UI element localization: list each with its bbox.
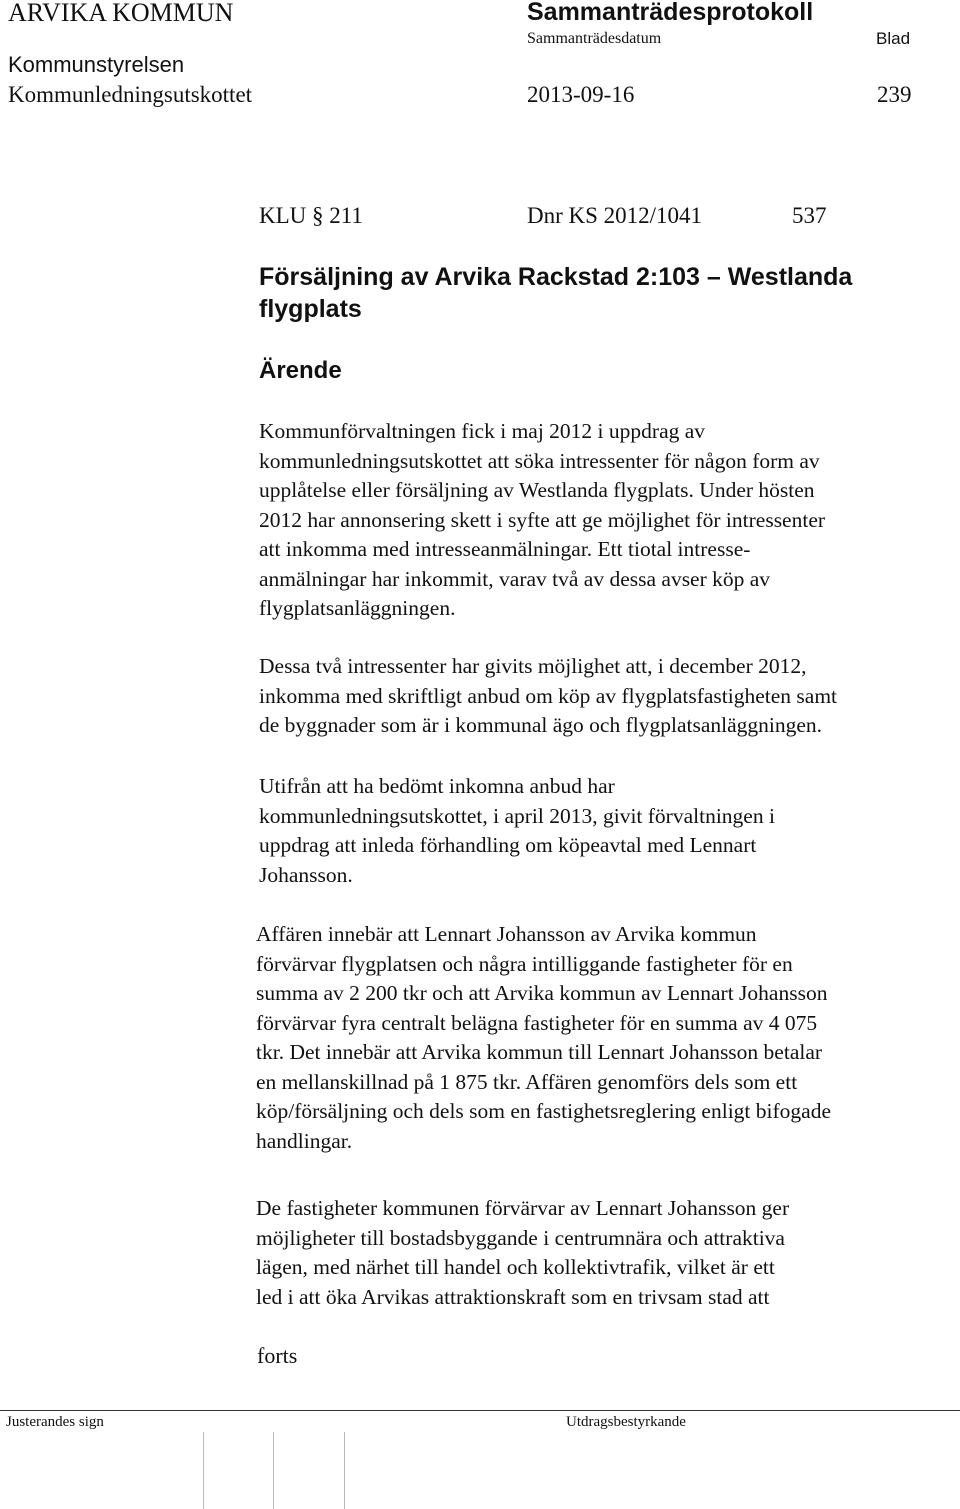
signature-box-divider — [344, 1432, 345, 1509]
document-type: Sammanträdesprotokoll — [527, 0, 814, 26]
text-line: kommunledningsutskottet att söka intressenter för någon form av — [259, 448, 820, 473]
text-line: en mellanskillnad på 1 875 tkr. Affären genomförs dels som ett — [256, 1069, 798, 1094]
text-line: kommunledningsutskottet, i april 2013, givit förvaltningen i — [259, 803, 775, 828]
text-line: 2012 har annonsering skett i syfte att ge möjlighet för intressenter — [259, 507, 826, 532]
continuation-marker: forts — [257, 1343, 298, 1368]
page-number: 239 — [877, 82, 912, 107]
meeting-date: 2013-09-16 — [527, 82, 635, 107]
text-line: lägen, med närhet till handel och kollektivtrafik, vilket är ett — [256, 1255, 775, 1279]
paragraph — [259, 652, 837, 741]
signature-box-divider — [273, 1432, 274, 1509]
date-label: Sammanträdesdatum — [527, 30, 662, 47]
paragraph — [256, 1194, 789, 1312]
certification-label: Utdragsbestyrkande — [566, 1414, 686, 1430]
case-title-line: Försäljning av Arvika Rackstad 2:103 – Westlanda — [259, 263, 853, 291]
section-heading: Ärende — [259, 357, 342, 384]
text-line: uppdrag att inleda förhandling om köpeavtal med Lennart — [259, 833, 757, 857]
board-name: Kommunstyrelsen — [8, 52, 185, 77]
text-line: förvärvar fyra centralt belägna fastigheter för en summa av 4 075 — [256, 1010, 818, 1035]
paragraph — [259, 772, 775, 890]
paragraph — [259, 417, 825, 624]
case-number: KLU § 211 — [259, 203, 363, 228]
text-line: köp/försäljning och dels som en fastighetsreglering enligt bifogade — [256, 1099, 831, 1123]
text-line: förvärvar flygplatsen och några intilliggande fastigheter för en — [256, 951, 793, 976]
case-code: 537 — [792, 203, 827, 228]
committee-name: Kommunledningsutskottet — [8, 82, 253, 107]
case-title-line: flygplats — [259, 295, 362, 323]
text-line: Johansson. — [259, 862, 353, 887]
text-line: upplåtelse eller försäljning av Westlanda flygplats. Under hösten — [259, 478, 815, 502]
footer-divider — [0, 1410, 960, 1411]
signature-box-divider — [203, 1432, 204, 1509]
signature-label: Justerandes sign — [6, 1414, 104, 1430]
text-line: handlingar. — [256, 1128, 353, 1153]
text-line: led i att öka Arvikas attraktionskraft som en trivsam stad att — [256, 1284, 770, 1309]
paragraph — [256, 920, 831, 1156]
case-dnr: Dnr KS 2012/1041 — [527, 203, 703, 228]
text-line: De fastigheter kommunen förvärvar av Lennart Johansson ger — [256, 1196, 790, 1220]
text-line: Kommunförvaltningen fick i maj 2012 i uppdrag av — [259, 419, 706, 443]
text-line: anmälningar har inkommit, varav två av dessa avser köp av — [259, 566, 771, 591]
case-title — [259, 261, 852, 325]
text-line: att inkomma med intresseanmälningar. Ett tiotal intresse- — [259, 537, 751, 561]
text-line: summa av 2 200 tkr och att Arvika kommun av Lennart Johansson — [256, 981, 828, 1005]
organization-name: ARVIKA KOMMUN — [8, 0, 234, 27]
text-line: de byggnader som är i kommunal ägo och flygplatsanläggningen. — [259, 713, 823, 737]
text-line: Utifrån att ha bedömt inkomna anbud har — [259, 774, 615, 798]
text-line: Affären innebär att Lennart Johansson av Arvika kommun — [256, 922, 757, 946]
text-line: inkomma med skriftligt anbud om köp av flygplatsfastigheten samt — [259, 683, 838, 708]
text-line: Dessa två intressenter har givits möjlighet att, i december 2012, — [259, 654, 807, 678]
text-line: flygplatsanläggningen. — [259, 596, 456, 620]
page-label: Blad — [876, 29, 911, 48]
text-line: möjligheter till bostadsbyggande i centrumnära och attraktiva — [256, 1225, 785, 1250]
text-line: tkr. Det innebär att Arvika kommun till Lennart Johansson betalar — [256, 1040, 823, 1064]
